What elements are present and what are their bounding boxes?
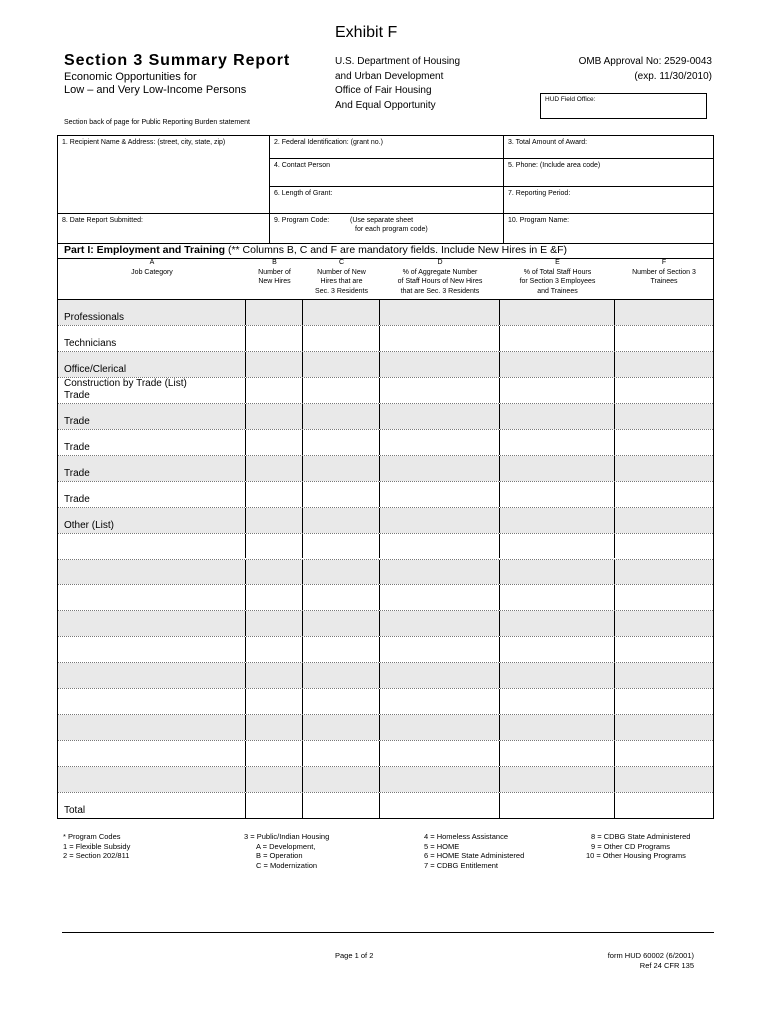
job-category-text: Technicians bbox=[64, 337, 117, 349]
job-category-cell bbox=[58, 300, 246, 325]
omb-block bbox=[579, 55, 712, 84]
department-line: and Urban Development bbox=[335, 70, 444, 82]
entry-cell-d[interactable] bbox=[380, 637, 500, 662]
entry-cell-f[interactable] bbox=[615, 741, 713, 766]
table-row bbox=[58, 688, 713, 714]
program-codes-col4 bbox=[586, 832, 690, 861]
entry-cell-e[interactable] bbox=[500, 378, 615, 403]
program-code-item: 8 = CDBG State Administered bbox=[591, 832, 691, 841]
entry-cell-c[interactable] bbox=[303, 715, 380, 740]
entry-cell-d[interactable] bbox=[380, 715, 500, 740]
hud-field-office-label: HUD Field Office: bbox=[545, 96, 596, 103]
entry-cell-e[interactable] bbox=[500, 741, 615, 766]
entry-cell-c[interactable] bbox=[303, 352, 380, 377]
column-letter: F bbox=[661, 259, 667, 266]
job-category-cell bbox=[58, 560, 246, 585]
entry-cell-e[interactable] bbox=[500, 793, 615, 818]
job-category-cell bbox=[58, 508, 246, 533]
omb-approval: OMB Approval No: 2529-0043 bbox=[578, 56, 712, 67]
report-subtitle bbox=[64, 71, 246, 97]
program-code-label: 9. Program Code: bbox=[274, 217, 330, 224]
hud-field-office-box[interactable] bbox=[540, 93, 707, 119]
page-number: Page 1 of 2 bbox=[335, 951, 374, 960]
program-code-item: 3 = Public/Indian Housing bbox=[244, 832, 330, 841]
entry-cell-e[interactable] bbox=[500, 430, 615, 455]
job-category-text: Office/Clerical bbox=[64, 363, 127, 375]
phone-field[interactable] bbox=[504, 159, 713, 186]
job-category-label bbox=[64, 378, 187, 402]
entry-cell-e[interactable] bbox=[500, 715, 615, 740]
entry-cell-c[interactable] bbox=[303, 793, 380, 818]
department-block bbox=[335, 55, 460, 113]
job-category-cell bbox=[58, 663, 246, 688]
table-row bbox=[58, 455, 713, 481]
job-category-cell bbox=[58, 767, 246, 792]
column-title: Sec. 3 Residents bbox=[315, 287, 368, 295]
entry-cell-b[interactable] bbox=[246, 767, 303, 792]
recipient-info-grid bbox=[57, 135, 714, 244]
entry-cell-e[interactable] bbox=[500, 637, 615, 662]
entry-cell-c[interactable] bbox=[303, 482, 380, 507]
table-row bbox=[58, 481, 713, 507]
entry-cell-b[interactable] bbox=[246, 560, 303, 585]
column-title: Job Category bbox=[131, 268, 173, 276]
entry-cell-d[interactable] bbox=[380, 611, 500, 636]
table-row bbox=[58, 429, 713, 455]
column-title: for Section 3 Employees bbox=[519, 278, 596, 285]
job-category-text: Other (List) bbox=[64, 519, 115, 531]
column-header-e bbox=[500, 258, 615, 296]
program-code-item: 4 = Homeless Assistance bbox=[424, 832, 508, 841]
column-header-a bbox=[58, 258, 246, 277]
entry-cell-f[interactable] bbox=[615, 560, 713, 585]
program-code-item: 9 = Other CD Programs bbox=[591, 841, 670, 851]
job-category-cell bbox=[58, 326, 246, 351]
form-number: form HUD 60002 (6/2001) bbox=[607, 951, 694, 960]
burden-note: Section back of page for Public Reporting Burden statement bbox=[64, 119, 250, 126]
column-title: Number of bbox=[258, 268, 291, 276]
subtitle-line: Economic Opportunities for bbox=[64, 71, 197, 83]
table-row bbox=[58, 740, 713, 766]
table-row bbox=[58, 325, 713, 351]
table-row bbox=[58, 584, 713, 610]
entry-cell-f[interactable] bbox=[615, 715, 713, 740]
entry-cell-f[interactable] bbox=[615, 430, 713, 455]
date-submitted-field[interactable] bbox=[58, 214, 269, 243]
entry-cell-d[interactable] bbox=[380, 767, 500, 792]
entry-cell-e[interactable] bbox=[500, 585, 615, 610]
column-title: and Trainees bbox=[537, 287, 578, 295]
column-letter: D bbox=[437, 259, 443, 266]
job-category-label bbox=[64, 468, 90, 480]
column-title: that are Sec. 3 Residents bbox=[400, 287, 480, 295]
report-title: Section 3 Summary Report bbox=[64, 52, 291, 69]
entry-cell-c[interactable] bbox=[303, 611, 380, 636]
table-row bbox=[58, 636, 713, 662]
entry-cell-b[interactable] bbox=[246, 352, 303, 377]
entry-cell-f[interactable] bbox=[615, 456, 713, 481]
entry-cell-d[interactable] bbox=[380, 430, 500, 455]
program-code-item: 10 = Other Housing Programs bbox=[586, 851, 686, 860]
job-category-text: Trade bbox=[64, 467, 90, 479]
entry-cell-b[interactable] bbox=[246, 741, 303, 766]
omb-expiration: (exp. 11/30/2010) bbox=[634, 70, 712, 82]
entry-cell-f[interactable] bbox=[615, 378, 713, 403]
entry-cell-e[interactable] bbox=[500, 482, 615, 507]
length-of-grant-label: 6. Length of Grant: bbox=[274, 190, 333, 197]
date-submitted-label: 8. Date Report Submitted: bbox=[62, 217, 143, 224]
table-row bbox=[58, 662, 713, 688]
entry-cell-b[interactable] bbox=[246, 326, 303, 351]
table-row bbox=[58, 610, 713, 636]
column-title: % of Aggregate Number bbox=[402, 268, 478, 276]
exhibit-label: Exhibit F bbox=[335, 24, 398, 41]
entry-cell-e[interactable] bbox=[500, 508, 615, 533]
program-code-item: 2 = Section 202/811 bbox=[63, 851, 130, 860]
program-code-item: B = Operation bbox=[256, 851, 303, 860]
column-header-f bbox=[615, 258, 713, 287]
part1-title bbox=[57, 244, 714, 259]
entry-cell-c[interactable] bbox=[303, 404, 380, 429]
entry-cell-e[interactable] bbox=[500, 352, 615, 377]
column-letter: B bbox=[272, 259, 277, 266]
entry-cell-f[interactable] bbox=[615, 663, 713, 688]
entry-cell-d[interactable] bbox=[380, 300, 500, 325]
entry-cell-e[interactable] bbox=[500, 300, 615, 325]
column-title: Trainees bbox=[650, 278, 678, 285]
entry-cell-d[interactable] bbox=[380, 508, 500, 533]
job-category-cell bbox=[58, 456, 246, 481]
entry-cell-b[interactable] bbox=[246, 663, 303, 688]
entry-cell-b[interactable] bbox=[246, 456, 303, 481]
column-title: Number of Section 3 bbox=[632, 268, 696, 276]
entry-cell-c[interactable] bbox=[303, 534, 380, 559]
recipient-name-label: 1. Recipient Name & Address: (street, city, state, zip) bbox=[62, 139, 226, 146]
column-title: Hires that are bbox=[320, 278, 363, 285]
job-category-cell bbox=[58, 534, 246, 559]
entry-cell-e[interactable] bbox=[500, 456, 615, 481]
entry-cell-e[interactable] bbox=[500, 663, 615, 688]
job-category-cell bbox=[58, 741, 246, 766]
entry-cell-b[interactable] bbox=[246, 637, 303, 662]
program-code-item: * Program Codes bbox=[63, 832, 121, 841]
job-category-label bbox=[64, 520, 114, 532]
entry-cell-f[interactable] bbox=[615, 793, 713, 818]
job-category-cell bbox=[58, 715, 246, 740]
footer-divider bbox=[62, 932, 714, 933]
entry-cell-c[interactable] bbox=[303, 585, 380, 610]
federal-id-field[interactable] bbox=[270, 136, 503, 158]
column-title: New Hires bbox=[258, 278, 291, 285]
entry-cell-d[interactable] bbox=[380, 585, 500, 610]
employment-training-table bbox=[57, 259, 714, 819]
column-letter: C bbox=[338, 259, 345, 266]
entry-cell-c[interactable] bbox=[303, 508, 380, 533]
part1-title-rest: (** Columns B, C and F are mandatory fields. Include New Hires in E &F) bbox=[225, 244, 567, 256]
entry-cell-b[interactable] bbox=[246, 378, 303, 403]
program-code-item: 1 = Flexible Subsidy bbox=[63, 841, 131, 851]
job-category-label bbox=[64, 416, 90, 428]
program-code-item: 6 = HOME State Administered bbox=[424, 851, 525, 860]
entry-cell-c[interactable] bbox=[303, 300, 380, 325]
table-row bbox=[58, 766, 713, 792]
job-category-label bbox=[64, 442, 90, 454]
recipient-name-field[interactable] bbox=[58, 136, 269, 213]
entry-cell-c[interactable] bbox=[303, 378, 380, 403]
phone-label: 5. Phone: (Include area code) bbox=[508, 162, 601, 169]
entry-cell-c[interactable] bbox=[303, 637, 380, 662]
entry-cell-e[interactable] bbox=[500, 689, 615, 714]
entry-cell-b[interactable] bbox=[246, 300, 303, 325]
job-category-cell bbox=[58, 689, 246, 714]
entry-cell-c[interactable] bbox=[303, 741, 380, 766]
entry-cell-e[interactable] bbox=[500, 404, 615, 429]
program-codes-col3 bbox=[424, 832, 524, 870]
form-reference bbox=[608, 951, 694, 970]
job-category-cell bbox=[58, 352, 246, 377]
contact-person-label: 4. Contact Person bbox=[274, 162, 331, 169]
entry-cell-d[interactable] bbox=[380, 689, 500, 714]
job-category-cell bbox=[58, 482, 246, 507]
department-line: And Equal Opportunity bbox=[335, 99, 436, 111]
entry-cell-f[interactable] bbox=[615, 637, 713, 662]
entry-cell-f[interactable] bbox=[615, 352, 713, 377]
table-row bbox=[58, 507, 713, 533]
program-code-item: 7 = CDBG Entitlement bbox=[424, 860, 498, 870]
entry-cell-f[interactable] bbox=[615, 326, 713, 351]
entry-cell-d[interactable] bbox=[380, 326, 500, 351]
column-header-c bbox=[303, 258, 380, 296]
entry-cell-f[interactable] bbox=[615, 689, 713, 714]
entry-cell-d[interactable] bbox=[380, 352, 500, 377]
program-code-note: for each program code) bbox=[355, 226, 428, 233]
entry-cell-f[interactable] bbox=[615, 404, 713, 429]
entry-cell-d[interactable] bbox=[380, 482, 500, 507]
entry-cell-c[interactable] bbox=[303, 663, 380, 688]
entry-cell-e[interactable] bbox=[500, 560, 615, 585]
entry-cell-f[interactable] bbox=[615, 611, 713, 636]
entry-cell-b[interactable] bbox=[246, 534, 303, 559]
department-line: U.S. Department of Housing bbox=[335, 56, 461, 67]
entry-cell-b[interactable] bbox=[246, 793, 303, 818]
entry-cell-b[interactable] bbox=[246, 404, 303, 429]
entry-cell-b[interactable] bbox=[246, 482, 303, 507]
table-row bbox=[58, 299, 713, 325]
reporting-period-field[interactable] bbox=[504, 187, 713, 213]
column-title: of Staff Hours of New Hires bbox=[397, 278, 483, 285]
table-row bbox=[58, 377, 713, 403]
program-code-item: A = Development, bbox=[256, 841, 316, 851]
program-name-label: 10. Program Name: bbox=[508, 217, 570, 224]
table-row bbox=[58, 714, 713, 740]
job-category-cell bbox=[58, 585, 246, 610]
job-category-text: Trade bbox=[64, 389, 90, 401]
department-line: Office of Fair Housing bbox=[335, 85, 432, 96]
program-codes-col1 bbox=[63, 832, 130, 861]
column-letter: E bbox=[555, 259, 560, 266]
entry-cell-f[interactable] bbox=[615, 482, 713, 507]
column-letter: A bbox=[149, 259, 155, 266]
job-category-text: Trade bbox=[64, 415, 90, 427]
table-row bbox=[58, 403, 713, 429]
entry-cell-e[interactable] bbox=[500, 611, 615, 636]
job-category-label bbox=[64, 805, 85, 817]
length-of-grant-field[interactable] bbox=[270, 187, 503, 213]
entry-cell-f[interactable] bbox=[615, 300, 713, 325]
job-category-label bbox=[64, 364, 126, 376]
entry-cell-b[interactable] bbox=[246, 430, 303, 455]
job-category-cell bbox=[58, 378, 246, 403]
entry-cell-d[interactable] bbox=[380, 741, 500, 766]
program-code-note: (Use separate sheet bbox=[350, 217, 414, 224]
job-category-text: Professionals bbox=[64, 311, 125, 323]
column-header-d bbox=[380, 258, 500, 296]
part1-title-bold: Part I: Employment and Training bbox=[64, 244, 226, 256]
job-category-cell bbox=[58, 611, 246, 636]
job-category-text: Trade bbox=[64, 441, 90, 453]
cfr-reference: Ref 24 CFR 135 bbox=[639, 960, 694, 970]
program-code-item: C = Modernization bbox=[256, 860, 318, 870]
job-category-cell bbox=[58, 637, 246, 662]
entry-cell-c[interactable] bbox=[303, 326, 380, 351]
entry-cell-d[interactable] bbox=[380, 560, 500, 585]
entry-cell-c[interactable] bbox=[303, 430, 380, 455]
job-category-label bbox=[64, 312, 124, 324]
entry-cell-b[interactable] bbox=[246, 585, 303, 610]
entry-cell-b[interactable] bbox=[246, 508, 303, 533]
total-award-field[interactable] bbox=[504, 136, 713, 158]
entry-cell-d[interactable] bbox=[380, 378, 500, 403]
entry-cell-e[interactable] bbox=[500, 534, 615, 559]
entry-cell-e[interactable] bbox=[500, 767, 615, 792]
job-category-label bbox=[64, 494, 90, 506]
column-header-b bbox=[246, 258, 303, 287]
job-category-label bbox=[64, 338, 116, 350]
program-code-item: 5 = HOME bbox=[424, 841, 460, 851]
entry-cell-d[interactable] bbox=[380, 793, 500, 818]
entry-cell-f[interactable] bbox=[615, 534, 713, 559]
job-category-text: Trade bbox=[64, 493, 90, 505]
total-award-label: 3. Total Amount of Award: bbox=[508, 139, 588, 146]
entry-cell-d[interactable] bbox=[380, 663, 500, 688]
column-title: Number of New bbox=[317, 268, 366, 276]
entry-cell-c[interactable] bbox=[303, 767, 380, 792]
table-row bbox=[58, 559, 713, 585]
table-row bbox=[58, 792, 713, 818]
job-category-cell bbox=[58, 404, 246, 429]
reporting-period-label: 7. Reporting Period: bbox=[508, 190, 571, 197]
subtitle-line: Low – and Very Low-Income Persons bbox=[64, 84, 247, 96]
program-code-field[interactable] bbox=[270, 214, 503, 243]
entry-cell-d[interactable] bbox=[380, 534, 500, 559]
entry-cell-d[interactable] bbox=[380, 456, 500, 481]
entry-cell-c[interactable] bbox=[303, 456, 380, 481]
entry-cell-e[interactable] bbox=[500, 326, 615, 351]
job-category-cell bbox=[58, 793, 246, 818]
entry-cell-f[interactable] bbox=[615, 767, 713, 792]
job-category-text: Construction by Trade (List) bbox=[64, 377, 187, 389]
program-name-field[interactable] bbox=[504, 214, 713, 243]
contact-person-field[interactable] bbox=[270, 159, 503, 186]
job-category-text: Total bbox=[64, 804, 86, 816]
entry-cell-c[interactable] bbox=[303, 689, 380, 714]
entry-cell-b[interactable] bbox=[246, 715, 303, 740]
column-title: % of Total Staff Hours bbox=[523, 268, 592, 276]
entry-cell-f[interactable] bbox=[615, 508, 713, 533]
federal-id-label: 2. Federal Identification: (grant no.) bbox=[274, 139, 383, 146]
entry-cell-c[interactable] bbox=[303, 560, 380, 585]
job-category-cell bbox=[58, 430, 246, 455]
entry-cell-b[interactable] bbox=[246, 689, 303, 714]
entry-cell-b[interactable] bbox=[246, 611, 303, 636]
table-row bbox=[58, 533, 713, 559]
entry-cell-d[interactable] bbox=[380, 404, 500, 429]
program-codes-col2 bbox=[244, 832, 329, 870]
entry-cell-f[interactable] bbox=[615, 585, 713, 610]
table-row bbox=[58, 351, 713, 377]
